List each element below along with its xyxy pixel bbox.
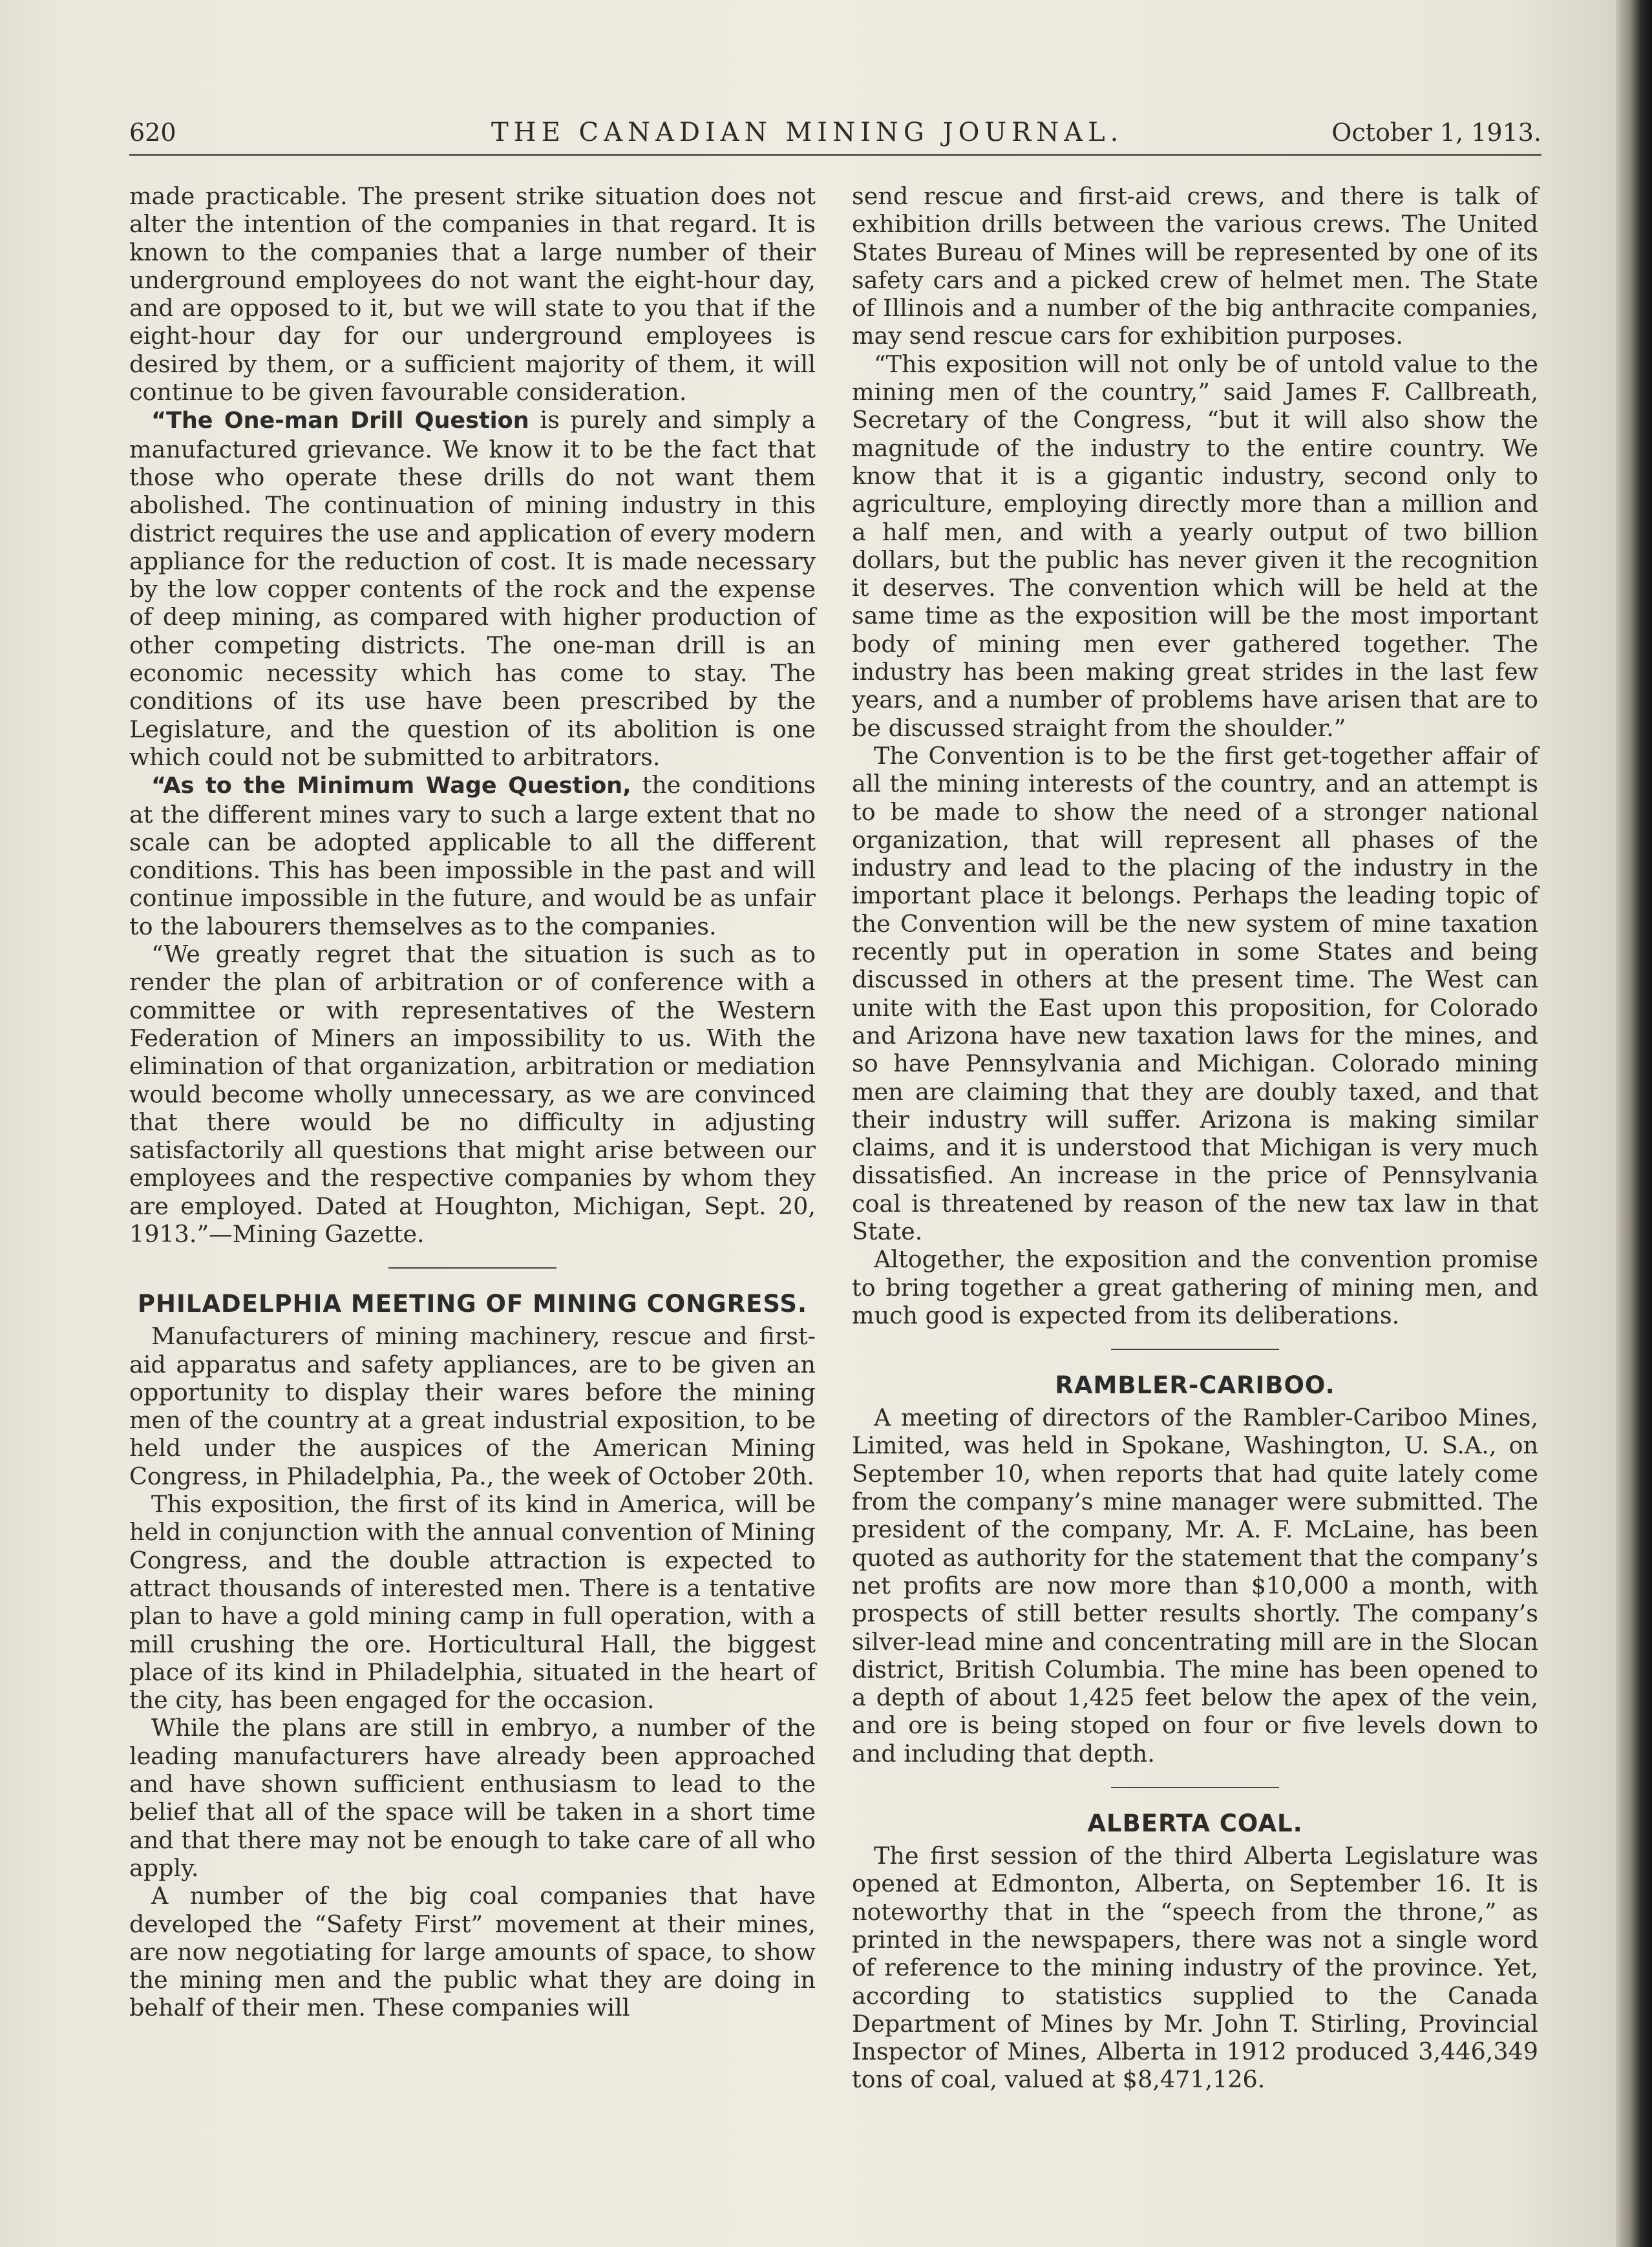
article-separator: [1111, 1787, 1279, 1788]
page-header: [129, 110, 1541, 155]
alberta-coal-paragraph: The first session of the third Alberta Legislature was opened at Edmonton, Alberta, on September 16. It is noteworthy that in the “speech from the throne,” as printed in the newspapers, there was not a single word of reference to the mining industry of the province. Yet, according to statistics supplied to the Canada Department of Mines by Mr. John T. Stirling, Provincial Inspector of Mines, Alberta in 1912 produced 3,446,349 tons of coal, valued at $8,471,126.: [852, 1842, 1538, 2094]
philadelphia-paragraph-2: This exposition, the first of its kind in America, will be held in conjunction with the annual convention of Mining Congress, and the double attraction is expected to attract thousands of interested men. There is a tentative plan to have a gold mining camp in full operation, with a mill crushing the ore. Horticultural Hall, the biggest place of its kind in Philadelphia, situated in the heart of the city, has been engaged for the occasion.: [129, 1490, 816, 1714]
philadelphia-paragraph-1: Manufacturers of mining machinery, rescue and first-aid apparatus and safety appliances, are to be given an opportunity to display their wares before the mining men of the country at a great industrial exposition, to be held under the auspices of the American Mining Congress, in Philadelphia, Pa., the week of October 20th.: [129, 1322, 816, 1490]
philadelphia-paragraph-7: The Convention is to be the first get-together affair of all the mining interests of the country, and an attempt is to be made to show the need of a stronger national organization, that will represent all phases of the industry and lead to the placing of the industry in the important place it belongs. Perhaps the leading topic of the Convention will be the new system of mine taxation recently put in operation in some States and being discussed in others at the present time. The West can unite with the East upon this proposition, for Colorado and Arizona have new taxation laws for the mines, and so have Pennsylvania and Michigan. Colorado mining men are claiming that they are doubly taxed, and that their industry will suffer. Arizona is making similar claims, and it is understood that Michigan is very much dissatisfied. An increase in the price of Pennsylvania coal is threatened by reason of the new tax law in that State.: [852, 741, 1538, 1245]
minimum-wage-text: the conditions at the different mines vary to such a large extent that no scale can be adopted applicable to all the different conditions. This has been impossible in the past and will continue impossible in the future, and would be as unfair to the labourers themselves as to the companies.: [129, 771, 816, 940]
rambler-cariboo-paragraph: A meeting of directors of the Rambler-Cariboo Mines, Limited, was held in Spokane, Washington, U. S.A., on September 10, when reports that had quite lately come from the company’s mine manager were submitted. The president of the company, Mr. A. F. McLaine, has been quoted as authority for the statement that the company’s net profits are now more than $10,000 a month, with prospects of still better results shortly. The company’s silver-lead mine and concentrating mill are in the Slocan district, British Columbia. The mine has been opened to a depth of about 1,425 feet below the apex of the vein, and ore is being stoped on four or five levels down to and including that depth.: [852, 1404, 1538, 1767]
binding-shadow: [1616, 0, 1652, 2247]
left-column: [129, 182, 816, 2173]
alberta-coal-title: ALBERTA COAL.: [1087, 1809, 1303, 1838]
page-number: 620: [129, 118, 176, 147]
article-separator: [388, 1267, 556, 1269]
strike-paragraph-2: [129, 406, 816, 771]
right-column: [852, 182, 1538, 2173]
philadelphia-paragraph-5: send rescue and first-aid crews, and there is talk of exhibition drills between the various crews. The United States Bureau of Mines will be represented by one of its safety cars and a picked crew of helmet men. The State of Illinois and a number of the big anthracite companies, may send rescue cars for exhibition purposes.: [852, 182, 1538, 350]
header-rule: [129, 154, 1541, 156]
philadelphia-paragraph-6: “This exposition will not only be of untold value to the mining men of the country,” said James F. Callbreath, Secretary of the Congress, “but it will also show the magnitude of the industry to the entire country. We know that it is a gigantic industry, second only to agriculture, employing directly more than a million and a half men, and with a yearly output of two billion dollars, but the public has never given it the recognition it deserves. The convention which will be held at the same time as the exposition will be the most important body of mining men ever gathered together. The industry has been making great strides in the last few years, and a number of problems have arisen that are to be discussed straight from the shoulder.”: [852, 350, 1538, 742]
journal-title: THE CANADIAN MINING JOURNAL.: [491, 118, 1124, 147]
drill-question-heading: “The One-man Drill Question: [151, 408, 529, 434]
philadelphia-article-title: PHILADELPHIA MEETING OF MINING CONGRESS.: [137, 1290, 808, 1318]
article-separator: [1111, 1349, 1279, 1350]
strike-paragraph-1: made practicable. The present strike situation does not alter the intention of the companies in that regard. It is known to the companies that a large number of their underground employees do not want the eight-hour day, and are opposed to it, but we will state to you that if the eight-hour day for our underground employees is desired by them, or a sufficient majority of them, it will continue to be given favourable consideration.: [129, 182, 816, 406]
strike-paragraph-4: “We greatly regret that the situation is such as to render the plan of arbitration or of conference with a committee or with representatives of the Western Federation of Miners an impossibility to us. With the elimination of that organization, arbitration or mediation would become wholly unnecessary, as we are convinced that there would be no difficulty in adjusting satisfactorily all questions that might arise between our employees and the respective companies by whom they are employed. Dated at Houghton, Michigan, Sept. 20, 1913.”—Mining Gazette.: [129, 940, 816, 1248]
issue-date: October 1, 1913.: [1331, 118, 1541, 147]
minimum-wage-heading: “As to the Minimum Wage Question,: [151, 773, 631, 799]
strike-paragraph-3: [129, 771, 816, 940]
philadelphia-paragraph-4: A number of the big coal companies that have developed the “Safety First” movement at their mines, are now negotiating for large amounts of space, to show the mining men and the public what they are doing in behalf of their men. These companies will: [129, 1882, 816, 2022]
rambler-cariboo-title: RAMBLER-CARIBOO.: [1055, 1371, 1335, 1400]
philadelphia-paragraph-8: Altogether, the exposition and the convention promise to bring together a great gathering of mining men, and much good is expected from its deliberations.: [852, 1245, 1538, 1329]
philadelphia-paragraph-3: While the plans are still in embryo, a number of the leading manufacturers have already been approached and have shown sufficient enthusiasm to lead to the belief that all of the space will be taken in a short time and that there may not be enough to take care of all who apply.: [129, 1714, 816, 1882]
drill-question-text: is purely and simply a manufactured grievance. We know it to be the fact that those who operate these drills do not want them abolished. The continuation of mining industry in this district requires the use and application of every modern appliance for the reduction of cost. It is made necessary by the low copper contents of the rock and the expense of deep mining, as compared with higher production of other competing districts. The one-man drill is an economic necessity which has come to stay. The conditions of its use have been prescribed by the Legislature, and the question of its abolition is one which could not be submitted to arbitrators.: [129, 406, 816, 771]
